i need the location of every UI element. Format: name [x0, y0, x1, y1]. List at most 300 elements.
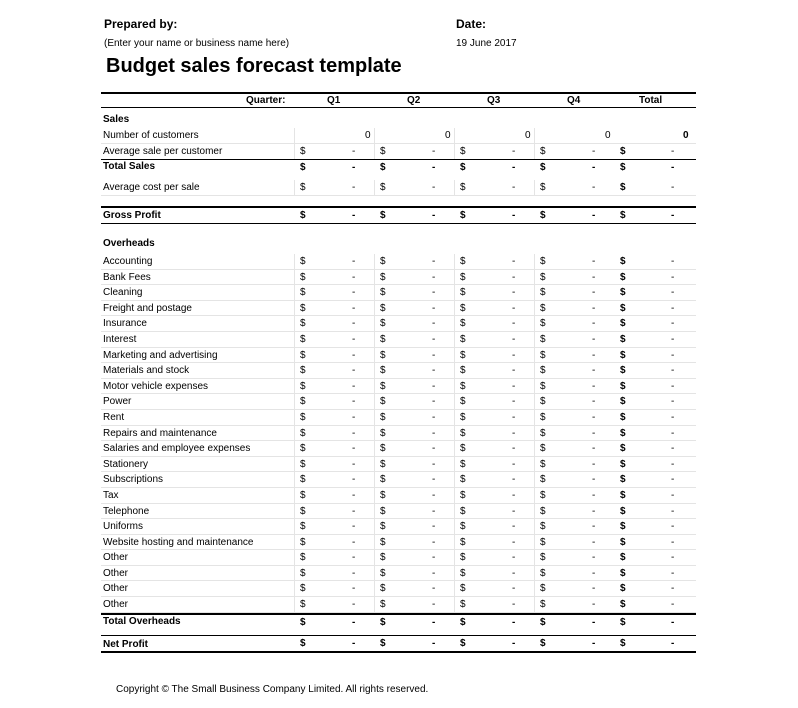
amount-value: - — [352, 146, 356, 157]
currency-symbol: $ — [300, 637, 306, 649]
overhead-row — [101, 363, 696, 379]
amount-value: - — [432, 583, 436, 595]
overhead-row — [101, 581, 696, 597]
customers-row — [101, 128, 696, 144]
currency-symbol: $ — [380, 182, 386, 193]
total-amount-value: - — [671, 365, 675, 377]
overhead-5-q2-cell[interactable] — [374, 316, 455, 331]
currency-symbol: $ — [380, 567, 386, 579]
overhead-12-q3-cell[interactable] — [454, 426, 535, 441]
currency-symbol: $ — [380, 380, 386, 392]
amount-value: - — [592, 616, 596, 628]
currency-symbol: $ — [460, 505, 466, 517]
currency-symbol: $ — [460, 271, 466, 283]
amount-value: - — [352, 380, 356, 392]
overhead-11-q4-cell[interactable] — [534, 410, 615, 425]
overhead-2-q3-cell[interactable] — [454, 270, 535, 285]
customers-q1-cell[interactable] — [294, 128, 375, 143]
prepared-by-hint[interactable]: (Enter your name or business name here) — [104, 38, 290, 49]
total-amount-value: - — [671, 616, 675, 628]
currency-symbol: $ — [460, 616, 466, 628]
amount-value: - — [512, 637, 516, 649]
amount-value: - — [512, 162, 516, 173]
net-profit-label: Net Profit — [103, 638, 148, 650]
forecast-table — [101, 92, 696, 653]
currency-symbol: $ — [380, 458, 386, 470]
overhead-9-q4-cell[interactable] — [534, 379, 615, 394]
amount-value: - — [592, 427, 596, 439]
amount-value: - — [592, 505, 596, 517]
overhead-4-q2-cell[interactable] — [374, 301, 455, 316]
overhead-22-q4-cell[interactable] — [534, 581, 615, 596]
overhead-10-q3-cell[interactable] — [454, 394, 535, 409]
overhead-12-q2-cell[interactable] — [374, 426, 455, 441]
overhead-row — [101, 597, 696, 613]
currency-symbol: $ — [540, 474, 546, 486]
currency-symbol: $ — [380, 162, 386, 173]
total-sales-row — [101, 160, 696, 180]
overhead-row — [101, 441, 696, 457]
amount-value: - — [432, 474, 436, 486]
overhead-row — [101, 270, 696, 286]
total-currency-symbol: $ — [620, 552, 626, 564]
amount-value: - — [592, 146, 596, 157]
currency-symbol: $ — [300, 396, 306, 408]
amount-value: - — [512, 505, 516, 517]
total-currency-symbol: $ — [620, 318, 626, 330]
overhead-5-q4-cell[interactable] — [534, 316, 615, 331]
date-value[interactable]: 19 June 2017 — [456, 38, 517, 49]
overhead-18-q2-cell[interactable] — [374, 519, 455, 534]
customers-q4-cell[interactable] — [534, 128, 615, 143]
currency-symbol: $ — [300, 489, 306, 501]
total-amount-value: - — [671, 396, 675, 408]
overhead-15-q2-cell[interactable] — [374, 472, 455, 487]
overhead-3-q2-cell[interactable] — [374, 285, 455, 300]
currency-symbol: $ — [300, 552, 306, 564]
amount-value: - — [432, 489, 436, 501]
avg-cost-row — [101, 180, 696, 196]
amount-value: - — [512, 146, 516, 157]
currency-symbol: $ — [540, 182, 546, 193]
currency-symbol: $ — [540, 333, 546, 345]
overhead-20-q4-cell[interactable] — [534, 550, 615, 565]
overhead-18-q1-cell[interactable] — [294, 519, 375, 534]
overhead-2-q2-cell[interactable] — [374, 270, 455, 285]
currency-symbol: $ — [300, 380, 306, 392]
overhead-23-q2-cell[interactable] — [374, 597, 455, 612]
overhead-5-q1-cell[interactable] — [294, 316, 375, 331]
currency-symbol: $ — [460, 583, 466, 595]
currency-symbol: $ — [540, 567, 546, 579]
currency-symbol: $ — [460, 536, 466, 548]
overhead-3-q3-cell[interactable] — [454, 285, 535, 300]
overhead-label: Cleaning — [103, 287, 143, 299]
currency-symbol: $ — [460, 210, 466, 221]
overhead-17-q3-cell[interactable] — [454, 504, 535, 519]
overhead-10-q4-cell[interactable] — [534, 394, 615, 409]
currency-symbol: $ — [460, 489, 466, 501]
overhead-label: Materials and stock — [103, 365, 190, 377]
amount-value: - — [432, 210, 436, 221]
amount-value: - — [352, 396, 356, 408]
overhead-12-q1-cell[interactable] — [294, 426, 375, 441]
currency-symbol: $ — [300, 210, 306, 221]
amount-value: - — [512, 287, 516, 299]
overhead-13-q4-cell[interactable] — [534, 441, 615, 456]
overhead-row — [101, 254, 696, 270]
currency-symbol: $ — [300, 567, 306, 579]
overhead-13-q2-cell[interactable] — [374, 441, 455, 456]
total-amount-value: - — [671, 521, 675, 533]
overhead-19-q3-cell[interactable] — [454, 535, 535, 550]
total-currency-symbol: $ — [620, 271, 626, 283]
quarter-header-row — [101, 92, 696, 108]
amount-value: - — [352, 521, 356, 533]
overhead-12-q4-cell[interactable] — [534, 426, 615, 441]
overhead-16-q3-cell[interactable] — [454, 488, 535, 503]
overhead-13-q3-cell[interactable] — [454, 441, 535, 456]
overhead-label: Salaries and employee expenses — [103, 443, 251, 455]
amount-value: - — [432, 616, 436, 628]
overhead-label: Other — [103, 599, 129, 611]
total-currency-symbol: $ — [620, 287, 626, 299]
currency-symbol: $ — [540, 536, 546, 548]
amount-value: - — [352, 365, 356, 377]
total-currency-symbol: $ — [620, 256, 626, 267]
total-amount-value: - — [671, 583, 675, 595]
amount-value: - — [512, 489, 516, 501]
overhead-6-q2-cell[interactable] — [374, 332, 455, 347]
amount-value: - — [512, 552, 516, 564]
overhead-18-q3-cell[interactable] — [454, 519, 535, 534]
overhead-9-q2-cell[interactable] — [374, 379, 455, 394]
overhead-21-q2-cell[interactable] — [374, 566, 455, 581]
currency-symbol: $ — [540, 146, 546, 157]
currency-symbol: $ — [460, 552, 466, 564]
amount-value: - — [592, 256, 596, 267]
overhead-15-q1-cell[interactable] — [294, 472, 375, 487]
total-currency-symbol: $ — [620, 567, 626, 579]
avg-sale-q2-cell[interactable] — [374, 144, 455, 159]
overhead-7-q4-cell[interactable] — [534, 348, 615, 363]
amount-value: - — [512, 380, 516, 392]
amount-value: - — [512, 599, 516, 611]
total-amount-value: - — [671, 146, 675, 157]
overhead-21-q3-cell[interactable] — [454, 566, 535, 581]
overhead-row — [101, 550, 696, 566]
amount-value: - — [352, 333, 356, 345]
currency-symbol: $ — [460, 380, 466, 392]
overhead-8-q1-cell[interactable] — [294, 363, 375, 378]
overhead-4-q4-cell[interactable] — [534, 301, 615, 316]
amount-value: - — [592, 583, 596, 595]
amount-value: - — [512, 521, 516, 533]
currency-symbol: $ — [460, 162, 466, 173]
overhead-23-q1-cell[interactable] — [294, 597, 375, 612]
amount-value: - — [592, 318, 596, 330]
total-currency-symbol: $ — [620, 427, 626, 439]
overhead-8-q2-cell[interactable] — [374, 363, 455, 378]
overhead-6-q1-cell[interactable] — [294, 332, 375, 347]
amount-value: - — [592, 396, 596, 408]
overhead-14-q2-cell[interactable] — [374, 457, 455, 472]
amount-value: - — [352, 458, 356, 470]
overhead-11-q1-cell[interactable] — [294, 410, 375, 425]
column-q4: Q4 — [567, 95, 581, 106]
currency-symbol: $ — [380, 443, 386, 455]
total-currency-symbol: $ — [620, 637, 626, 649]
total-amount-value: - — [671, 287, 675, 299]
overhead-19-q2-cell[interactable] — [374, 535, 455, 550]
overhead-9-q3-cell[interactable] — [454, 379, 535, 394]
total-currency-symbol: $ — [620, 349, 626, 361]
overhead-23-q4-cell[interactable] — [534, 597, 615, 612]
currency-symbol: $ — [540, 302, 546, 314]
currency-symbol: $ — [300, 443, 306, 455]
amount-value: - — [512, 396, 516, 408]
amount-value: - — [352, 162, 356, 173]
customers-q2-cell[interactable] — [374, 128, 455, 143]
overhead-7-q3-cell[interactable] — [454, 348, 535, 363]
currency-symbol: $ — [540, 287, 546, 299]
overhead-22-q3-cell[interactable] — [454, 581, 535, 596]
overhead-7-q1-cell[interactable] — [294, 348, 375, 363]
amount-value: - — [352, 318, 356, 330]
overhead-1-q1-cell[interactable] — [294, 254, 375, 269]
currency-symbol: $ — [540, 505, 546, 517]
customers-q3-cell[interactable] — [454, 128, 535, 143]
currency-symbol: $ — [380, 302, 386, 314]
amount-value: - — [432, 637, 436, 649]
overhead-16-q4-cell[interactable] — [534, 488, 615, 503]
overhead-row — [101, 348, 696, 364]
currency-symbol: $ — [380, 411, 386, 423]
avg-cost-q1-cell[interactable] — [294, 180, 375, 195]
avg-sale-q4-cell[interactable] — [534, 144, 615, 159]
overhead-2-q4-cell[interactable] — [534, 270, 615, 285]
amount-value: - — [432, 146, 436, 157]
amount-value: - — [352, 182, 356, 193]
overhead-7-q2-cell[interactable] — [374, 348, 455, 363]
overhead-3-q1-cell[interactable] — [294, 285, 375, 300]
amount-value: - — [512, 333, 516, 345]
total-currency-symbol: $ — [620, 536, 626, 548]
overhead-14-q3-cell[interactable] — [454, 457, 535, 472]
overhead-1-q3-cell[interactable] — [454, 254, 535, 269]
amount-value: - — [592, 536, 596, 548]
amount-value: - — [432, 318, 436, 330]
currency-symbol: $ — [460, 318, 466, 330]
amount-value: - — [512, 256, 516, 267]
currency-symbol: $ — [460, 427, 466, 439]
overhead-label: Subscriptions — [103, 474, 164, 486]
overhead-label: Stationery — [103, 458, 149, 470]
overhead-20-q2-cell[interactable] — [374, 550, 455, 565]
amount-value: - — [512, 443, 516, 455]
total-overheads-row — [101, 613, 696, 635]
overhead-4-q3-cell[interactable] — [454, 301, 535, 316]
amount-value: - — [352, 489, 356, 501]
total-currency-symbol: $ — [620, 182, 626, 193]
currency-symbol: $ — [380, 637, 386, 649]
amount-value: - — [592, 443, 596, 455]
currency-symbol: $ — [540, 271, 546, 283]
sales-heading: Sales — [103, 114, 130, 125]
column-total: Total — [639, 95, 663, 106]
avg-cost-q3-cell[interactable] — [454, 180, 535, 195]
amount-value: - — [512, 458, 516, 470]
overhead-21-q4-cell[interactable] — [534, 566, 615, 581]
avg-cost-q4-cell[interactable] — [534, 180, 615, 195]
overhead-label: Insurance — [103, 318, 147, 330]
currency-symbol: $ — [460, 599, 466, 611]
overhead-13-q1-cell[interactable] — [294, 441, 375, 456]
overhead-1-q4-cell[interactable] — [534, 254, 615, 269]
currency-symbol: $ — [540, 583, 546, 595]
avg-sale-q3-cell[interactable] — [454, 144, 535, 159]
overhead-22-q2-cell[interactable] — [374, 581, 455, 596]
avg-sale-q1-cell[interactable] — [294, 144, 375, 159]
amount-value: - — [512, 616, 516, 628]
overhead-16-q1-cell[interactable] — [294, 488, 375, 503]
currency-symbol: $ — [540, 349, 546, 361]
quarter-label: Quarter: — [246, 95, 286, 106]
currency-symbol: $ — [380, 583, 386, 595]
amount-value: - — [512, 567, 516, 579]
overhead-label: Website hosting and maintenance — [103, 536, 254, 548]
overhead-17-q1-cell[interactable] — [294, 504, 375, 519]
total-sales-label: Total Sales — [103, 161, 156, 172]
amount-value: - — [352, 567, 356, 579]
amount-value: - — [592, 333, 596, 345]
currency-symbol: $ — [540, 318, 546, 330]
amount-value: - — [592, 458, 596, 470]
currency-symbol: $ — [300, 474, 306, 486]
amount-value: - — [592, 489, 596, 501]
currency-symbol: $ — [540, 521, 546, 533]
amount-value: - — [512, 318, 516, 330]
overhead-18-q4-cell[interactable] — [534, 519, 615, 534]
overhead-5-q3-cell[interactable] — [454, 316, 535, 331]
overhead-23-q3-cell[interactable] — [454, 597, 535, 612]
overhead-10-q1-cell[interactable] — [294, 394, 375, 409]
overhead-15-q4-cell[interactable] — [534, 472, 615, 487]
amount-value: - — [432, 162, 436, 173]
column-q1: Q1 — [327, 95, 341, 106]
overhead-row — [101, 426, 696, 442]
currency-symbol: $ — [300, 302, 306, 314]
amount-value: - — [512, 427, 516, 439]
spacer-row — [101, 196, 696, 208]
currency-symbol: $ — [380, 365, 386, 377]
overhead-6-q4-cell[interactable] — [534, 332, 615, 347]
total-currency-symbol: $ — [620, 521, 626, 533]
overhead-row — [101, 504, 696, 520]
overhead-17-q4-cell[interactable] — [534, 504, 615, 519]
amount-value: - — [432, 302, 436, 314]
amount-value: - — [352, 271, 356, 283]
amount-value: - — [432, 567, 436, 579]
overhead-9-q1-cell[interactable] — [294, 379, 375, 394]
overhead-8-q4-cell[interactable] — [534, 363, 615, 378]
amount-value: - — [432, 458, 436, 470]
overhead-2-q1-cell[interactable] — [294, 270, 375, 285]
overhead-label: Marketing and advertising — [103, 349, 218, 361]
currency-symbol: $ — [460, 521, 466, 533]
overhead-22-q1-cell[interactable] — [294, 581, 375, 596]
currency-symbol: $ — [380, 474, 386, 486]
total-currency-symbol: $ — [620, 162, 626, 173]
prepared-by-label: Prepared by: — [104, 17, 178, 31]
total-currency-symbol: $ — [620, 489, 626, 501]
currency-symbol: $ — [300, 536, 306, 548]
amount-value: - — [512, 411, 516, 423]
amount-value: - — [512, 536, 516, 548]
overhead-20-q3-cell[interactable] — [454, 550, 535, 565]
amount-value: - — [432, 287, 436, 299]
overhead-14-q4-cell[interactable] — [534, 457, 615, 472]
customers-q2-value: 0 — [445, 130, 451, 141]
overhead-6-q3-cell[interactable] — [454, 332, 535, 347]
currency-symbol: $ — [300, 427, 306, 439]
amount-value: - — [592, 365, 596, 377]
currency-symbol: $ — [380, 505, 386, 517]
total-currency-symbol: $ — [620, 505, 626, 517]
overhead-8-q3-cell[interactable] — [454, 363, 535, 378]
total-amount-value: - — [671, 458, 675, 470]
overhead-17-q2-cell[interactable] — [374, 504, 455, 519]
overhead-3-q4-cell[interactable] — [534, 285, 615, 300]
currency-symbol: $ — [460, 443, 466, 455]
overhead-21-q1-cell[interactable] — [294, 566, 375, 581]
overhead-19-q1-cell[interactable] — [294, 535, 375, 550]
amount-value: - — [432, 552, 436, 564]
overhead-11-q3-cell[interactable] — [454, 410, 535, 425]
amount-value: - — [512, 210, 516, 221]
copyright-footer: Copyright © The Small Business Company Limited. All rights reserved. — [116, 684, 429, 695]
overhead-20-q1-cell[interactable] — [294, 550, 375, 565]
overhead-16-q2-cell[interactable] — [374, 488, 455, 503]
total-amount-value: - — [671, 210, 675, 221]
total-amount-value: - — [671, 182, 675, 193]
currency-symbol: $ — [380, 256, 386, 267]
overhead-1-q2-cell[interactable] — [374, 254, 455, 269]
currency-symbol: $ — [300, 505, 306, 517]
overhead-15-q3-cell[interactable] — [454, 472, 535, 487]
total-amount-value: - — [671, 552, 675, 564]
overhead-11-q2-cell[interactable] — [374, 410, 455, 425]
avg-cost-label: Average cost per sale — [103, 182, 200, 193]
overhead-14-q1-cell[interactable] — [294, 457, 375, 472]
total-currency-symbol: $ — [620, 616, 626, 628]
overhead-label: Tax — [103, 489, 119, 501]
total-amount-value: - — [671, 505, 675, 517]
overhead-row — [101, 379, 696, 395]
total-currency-symbol: $ — [620, 474, 626, 486]
total-amount-value: - — [671, 637, 675, 649]
overhead-4-q1-cell[interactable] — [294, 301, 375, 316]
overhead-19-q4-cell[interactable] — [534, 535, 615, 550]
overhead-10-q2-cell[interactable] — [374, 394, 455, 409]
amount-value: - — [432, 380, 436, 392]
amount-value: - — [432, 333, 436, 345]
total-amount-value: - — [671, 380, 675, 392]
avg-cost-q2-cell[interactable] — [374, 180, 455, 195]
column-q3: Q3 — [487, 95, 501, 106]
total-overheads-label: Total Overheads — [103, 615, 181, 627]
currency-symbol: $ — [540, 552, 546, 564]
